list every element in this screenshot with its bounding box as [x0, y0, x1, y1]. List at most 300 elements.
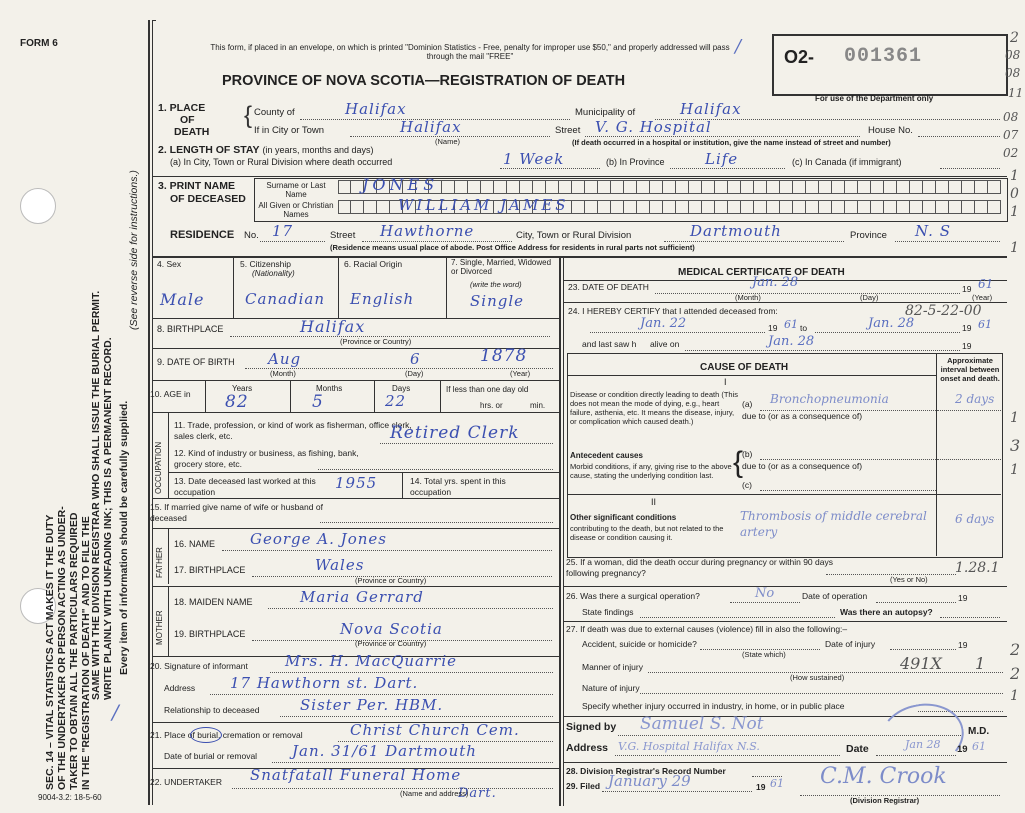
injury-date-line	[890, 649, 956, 650]
nature-line	[640, 693, 1003, 694]
surname-value: JONES	[362, 175, 439, 194]
mother-side-label: MOTHER	[155, 610, 164, 645]
yes-no-caption: (Yes or No)	[890, 575, 928, 584]
undertaker-label: 22. UNDERTAKER	[150, 777, 222, 787]
external-causes-label: 27. If death was due to external causes (violence) fill in also the following:–	[566, 624, 848, 634]
letter-box	[936, 200, 949, 214]
occupation-q11-value: Retired Clerk	[390, 423, 520, 443]
days-value: 22	[385, 392, 407, 410]
letter-box	[767, 180, 780, 194]
letter-box	[481, 180, 494, 194]
section-divider	[152, 256, 1007, 258]
residence-city-line	[664, 241, 844, 242]
length-of-stay-label	[158, 145, 374, 157]
letter-box	[728, 200, 741, 214]
mother-name-label: 18. MAIDEN NAME	[174, 597, 253, 607]
attended-from-year: 61	[784, 318, 798, 331]
burial-date-line	[272, 762, 553, 763]
margin-code: 1	[1010, 240, 1019, 256]
letter-box	[377, 200, 390, 214]
citizen-sub: (Nationality)	[252, 269, 295, 278]
letter-box	[962, 200, 975, 214]
signed-by-label: Signed by	[566, 721, 617, 733]
filed-line	[602, 791, 752, 792]
residence-no-value: 17	[272, 222, 294, 240]
father-name-label: 16. NAME	[174, 539, 216, 549]
disease-label: Disease or condition directly leading to death (This does not mean the mode of dying, e.g., heart failure, asthenia, etc. It means the disease, injury, or complication which caused death.)	[570, 390, 739, 426]
row-line	[152, 586, 559, 587]
letter-box	[650, 200, 663, 214]
letter-box	[949, 180, 962, 194]
row-line	[152, 380, 559, 381]
letter-box	[910, 180, 923, 194]
los-b-label: (b) In Province	[606, 157, 665, 167]
spouse-label: 15. If married give name of wife or husband of deceased	[150, 502, 323, 523]
county-label: County of	[254, 107, 295, 118]
informant-address-label: Address	[164, 683, 196, 693]
surgical-question: 26. Was there a surgical operation?	[566, 591, 700, 601]
surgical-line	[730, 602, 800, 603]
letter-box	[923, 200, 936, 214]
signed-date-year: 61	[972, 740, 986, 753]
los-a-line	[500, 168, 600, 169]
injury-code: 491X	[900, 654, 942, 673]
letter-box	[611, 180, 624, 194]
surgical-value: No	[755, 586, 775, 601]
signed-by-value: Samuel S. Not	[640, 714, 764, 734]
md-label: M.D.	[968, 726, 990, 737]
operation-date-label: Date of operation	[802, 591, 868, 601]
letter-box	[338, 180, 351, 194]
letter-box	[364, 200, 377, 214]
print-code: 9004-3.2: 18-5-60	[38, 793, 102, 802]
cell-border	[290, 380, 291, 412]
months-value: 5	[312, 392, 324, 412]
margin-note: /	[735, 36, 742, 57]
margin-code: 0	[1010, 186, 1019, 202]
autopsy-line	[940, 617, 1000, 618]
residence-street-value: Hawthorne	[380, 222, 475, 240]
manner-label: Manner of injury	[582, 662, 643, 672]
residence-province-value: N. S	[915, 222, 951, 240]
margin-code: 2	[1010, 664, 1021, 683]
letter-box	[845, 200, 858, 214]
brace: {	[733, 446, 744, 479]
letter-box	[572, 180, 585, 194]
side-line: IN THE "REGISTRATION OF DEATH" AND TO FILE THE	[80, 516, 92, 790]
year-prefix: 19	[958, 593, 968, 603]
signer-address-line	[615, 755, 840, 756]
signer-address-label: Address	[566, 742, 609, 754]
attended-from-value: Jan. 22	[640, 316, 687, 331]
letter-box	[949, 200, 962, 214]
residence-province-line	[895, 241, 1000, 242]
interval-b-line	[937, 459, 1001, 460]
letter-box	[533, 180, 546, 194]
operation-date-line	[876, 602, 956, 603]
interval-column-border	[936, 354, 937, 556]
other-conditions-value: Thrombosis of middle cerebral artery	[740, 509, 927, 539]
residence-street-label: Street	[330, 230, 356, 241]
letter-box	[598, 200, 611, 214]
cell-border	[402, 472, 403, 498]
cause-header: CAUSE OF DEATH	[700, 362, 789, 373]
racial-value: English	[350, 290, 415, 308]
racial-label: 6. Racial Origin	[344, 259, 403, 269]
due-to-label: due to (or as a consequence of)	[742, 461, 863, 471]
informant-relationship-line	[280, 716, 553, 717]
attended-to-line	[815, 332, 960, 333]
date-of-death-label: 23. DATE OF DEATH	[568, 282, 649, 292]
undertaker-value: Snatfatall Funeral Home	[250, 766, 462, 784]
letter-box	[520, 180, 533, 194]
months-label: Months	[316, 384, 343, 393]
residence-label: RESIDENCE	[170, 229, 235, 241]
cell-border	[168, 528, 169, 584]
filed-value: January 29	[608, 772, 691, 790]
row-line	[563, 586, 1007, 587]
letter-box	[832, 200, 845, 214]
letter-box	[663, 180, 676, 194]
injury-date-label: Date of injury	[825, 639, 876, 649]
antecedent-label: Antecedent causes	[570, 451, 643, 460]
last-saw-label: and last saw h	[582, 339, 637, 349]
mother-birthplace-caption: (Province or Country)	[355, 639, 427, 648]
informant-signature-value: Mrs. H. MacQuarrie	[285, 652, 457, 670]
page-title: PROVINCE OF NOVA SCOTIA—REGISTRATION OF DEATH	[222, 73, 626, 89]
letter-box	[858, 200, 871, 214]
residence-street-line	[362, 241, 512, 242]
occupation-q12-line	[318, 469, 553, 470]
cell-border	[168, 586, 169, 656]
age-label: 10. AGE in	[150, 389, 191, 399]
margin-code: 1	[1010, 688, 1019, 704]
residence-note: (Residence means usual place of abode. Post Office Address for residents in rural parts not sufficient)	[330, 243, 695, 252]
letter-box	[624, 200, 637, 214]
letter-box	[871, 200, 884, 214]
occupation-q11: 11. Trade, profession, or kind of work as fisherman, office clerk, sales clerk, etc.	[174, 420, 412, 441]
street-label: Street	[555, 125, 581, 136]
father-name-value: George A. Jones	[250, 530, 387, 548]
accident-label: Accident, suicide or homicide?	[582, 639, 697, 649]
cell-border	[440, 380, 441, 412]
reg-prefix: O2-	[784, 47, 815, 67]
margin-code: 08	[1003, 110, 1019, 124]
part-two-label: II	[651, 497, 657, 507]
letter-box	[598, 180, 611, 194]
letter-box	[741, 180, 754, 194]
pregnancy-question: 25. If a woman, did the death occur during pregnancy or within 90 days following pregnancy?	[566, 557, 833, 578]
margin-code: 11	[1008, 86, 1024, 100]
findings-line	[640, 617, 835, 618]
letter-box	[884, 200, 897, 214]
letter-box	[780, 200, 793, 214]
dod-year-caption: (Year)	[972, 293, 993, 302]
year-prefix: 19	[756, 782, 766, 792]
residence-province-label: Province	[850, 230, 887, 241]
residence-city-value: Dartmouth	[690, 222, 782, 240]
house-label: House No.	[868, 125, 913, 136]
years-label: Years	[232, 384, 253, 393]
letter-box	[338, 200, 351, 214]
cell-border	[233, 256, 234, 318]
margin-code: 02	[1003, 146, 1019, 160]
specify-label: Specify whether injury occurred in industry, in home, or in public place	[582, 701, 845, 711]
letter-box	[806, 200, 819, 214]
other-conditions-label: Other significant conditions	[570, 513, 677, 522]
year-prefix: 19	[962, 284, 972, 294]
year-prefix: 19	[957, 744, 968, 755]
side-line: SAME WITH THE DIVISION REGISTRAR WHO SHALL ISSUE THE BURIAL PERMIT.	[90, 290, 102, 700]
registrar-caption: (Division Registrar)	[850, 796, 920, 805]
informant-relationship-label: Relationship to deceased	[164, 705, 260, 715]
state-which-caption: (State which)	[742, 650, 786, 659]
mother-name-line	[268, 608, 553, 609]
letter-box	[689, 200, 702, 214]
how-sustained-caption: (How sustained)	[790, 673, 845, 682]
birthplace-caption: (Province or Country)	[340, 337, 412, 346]
attended-to-year: 61	[978, 318, 992, 331]
citizen-label: 5. Citizenship	[240, 259, 292, 269]
side-line: TAKER TO OBTAIN ALL THE PARTICULARS REQUIRED	[68, 512, 80, 790]
dob-year-caption: (Year)	[510, 369, 531, 378]
alive-on-value: Jan. 28	[768, 334, 815, 349]
attended-label: 24. I HEREBY CERTIFY that I attended deceased from:	[568, 306, 778, 316]
los-b-line	[670, 168, 785, 169]
dob-label: 9. DATE OF BIRTH	[157, 357, 235, 367]
row-line	[152, 528, 559, 529]
letter-box	[897, 180, 910, 194]
row-line	[568, 375, 936, 376]
surname-label: Surname or Last Name	[266, 181, 326, 199]
letter-box	[832, 180, 845, 194]
cause-a-interval: 2 days	[955, 392, 995, 406]
side-line: Every item of information should be carefully supplied.	[118, 400, 130, 675]
registrar-signature: C.M. Crook	[820, 764, 947, 789]
signed-date-value: Jan 28	[905, 738, 941, 751]
letter-box	[559, 180, 572, 194]
row-line	[563, 621, 1007, 622]
letter-box	[741, 200, 754, 214]
filed-label: 29. Filed	[566, 781, 601, 791]
place-of-death-label: 1. PLACE OF DEATH	[158, 102, 210, 138]
letter-box	[819, 200, 832, 214]
cell-border	[338, 256, 339, 318]
letter-box	[923, 180, 936, 194]
department-caption: For use of the Department only	[815, 94, 934, 103]
autopsy-label: Was there an autopsy?	[840, 607, 933, 617]
letter-box	[507, 180, 520, 194]
name-caption: (Name)	[435, 137, 461, 146]
burial-place-label: 21. Place of burial, cremation or removal	[150, 730, 303, 740]
other-conditions-sub: contributing to the death, but not related to the disease or condition causing it.	[570, 524, 724, 542]
mail-notice: This form, if placed in an envelope, on which is printed "Dominion Statistics - Free, penalty for improper use $50," and properly addressed will pass through the mail "FREE"	[210, 43, 730, 61]
dod-day-caption: (Day)	[860, 293, 879, 302]
interval-a-line	[937, 410, 1001, 411]
cause-c-label: (c)	[742, 480, 752, 490]
section-divider	[152, 176, 1007, 177]
print-name-label: 3. PRINT NAME OF DECEASED	[158, 180, 246, 205]
letter-box	[637, 180, 650, 194]
antecedent-sub: Morbid conditions, if any, giving rise to the above cause, stating the underlying condition last.	[570, 462, 732, 480]
burial-date-value: Jan. 31/61 Dartmouth	[292, 742, 477, 760]
letter-box	[689, 180, 702, 194]
dob-month-caption: (Month)	[270, 369, 296, 378]
findings-label: State findings	[582, 607, 634, 617]
year-prefix: 19	[962, 341, 972, 351]
nature-label: Nature of injury	[582, 683, 640, 693]
frame-corner	[152, 20, 156, 21]
letter-box	[546, 180, 559, 194]
dod-month-caption: (Month)	[735, 293, 761, 302]
letter-box	[871, 180, 884, 194]
record-number-label: 28. Division Registrar's Record Number	[566, 766, 726, 776]
column-divider	[559, 256, 561, 806]
letter-box	[780, 180, 793, 194]
medical-header: MEDICAL CERTIFICATE OF DEATH	[678, 267, 845, 278]
marital-value: Single	[470, 292, 525, 310]
margin-check: /	[112, 700, 119, 724]
cell-border	[374, 380, 375, 412]
los-title: 2. LENGTH OF STAY	[158, 144, 260, 156]
part-one-label: I	[724, 377, 727, 387]
municipality-value: Halifax	[680, 100, 742, 118]
residence-no-line	[260, 241, 325, 242]
injury-code-2: 1	[975, 654, 986, 673]
row-line	[568, 494, 1001, 495]
date-of-death-value: Jan. 28	[752, 275, 799, 290]
father-name-line	[222, 550, 552, 551]
hospital-note: (If death occurred in a hospital or institution, give the name instead of street and number)	[572, 138, 891, 147]
registration-number-box	[772, 34, 1008, 96]
margin-code: 07	[1003, 128, 1019, 142]
citizen-value: Canadian	[245, 290, 326, 308]
county-value: Halifax	[345, 100, 407, 118]
letter-box	[910, 200, 923, 214]
street-line	[585, 136, 860, 137]
letter-box	[767, 200, 780, 214]
letter-box	[793, 180, 806, 194]
margin-code: 1	[1010, 410, 1019, 426]
cause-b-line	[760, 459, 936, 460]
date-of-death-line	[655, 293, 960, 294]
side-line: (See reverse side for instructions.)	[128, 170, 140, 330]
sex-value: Male	[160, 290, 205, 309]
side-line: OF THE UNDERTAKER OR PERSON ACTING AS UNDER-	[56, 506, 68, 790]
margin-code: 08	[1005, 66, 1021, 80]
reg-number: 001361	[844, 45, 923, 68]
los-b-value: Life	[705, 150, 739, 168]
letter-box	[975, 200, 988, 214]
letter-box	[806, 180, 819, 194]
letter-box	[572, 200, 585, 214]
min-label: min.	[530, 401, 546, 410]
signer-address-value: V.G. Hospital Halifax N.S.	[618, 740, 760, 753]
municipality-label: Municipality of	[575, 107, 636, 118]
los-a-value: 1 Week	[503, 150, 565, 168]
letter-box	[611, 200, 624, 214]
attended-to-value: Jan. 28	[868, 316, 915, 331]
letter-box	[884, 180, 897, 194]
margin-code: 3	[1010, 436, 1021, 455]
side-line: WRITE PLAINLY WITH UNFADING INK; THIS IS A PERMANENT RECORD.	[102, 337, 114, 700]
burial-place-value: Christ Church Cem.	[350, 721, 520, 739]
undertaker-caption: (Name and address)	[400, 789, 469, 798]
signed-date-label: Date	[846, 743, 869, 755]
year-prefix: 19	[958, 640, 968, 650]
burial-date-label: Date of burial or removal	[164, 751, 258, 761]
letter-box	[455, 180, 468, 194]
margin-code: 2	[1010, 640, 1021, 659]
margin-code: 2	[1010, 30, 1019, 46]
row-line	[168, 472, 559, 473]
letter-box	[715, 200, 728, 214]
mother-birthplace-value: Nova Scotia	[340, 620, 443, 638]
letter-box	[637, 200, 650, 214]
margin-code: 1	[1010, 204, 1019, 220]
mother-name-value: Maria Gerrard	[300, 588, 424, 606]
given-label: All Given or Christian Names	[258, 201, 334, 219]
informant-signature-line	[270, 672, 553, 673]
letter-box	[975, 180, 988, 194]
date-of-death-year: 61	[978, 277, 994, 291]
letter-box	[897, 200, 910, 214]
cell-border	[168, 412, 169, 498]
letter-box	[663, 200, 676, 214]
attended-to-label: to	[800, 323, 808, 333]
marital-label: 7. Single, Married, Widowed or Divorced	[451, 258, 552, 276]
letter-box	[702, 180, 715, 194]
letter-box	[351, 200, 364, 214]
letter-box	[585, 180, 598, 194]
attended-code: 82-5-22-00	[905, 303, 982, 319]
column-divider	[563, 256, 564, 806]
letter-box	[715, 180, 728, 194]
occupation-side-label: OCCUPATION	[154, 441, 163, 494]
residence-no-label: No.	[244, 230, 259, 241]
occupation-q13-value: 1955	[335, 474, 378, 492]
father-birthplace-value: Wales	[315, 556, 365, 574]
cause-c-line	[760, 490, 936, 491]
letter-box	[988, 200, 1001, 214]
dob-day-caption: (Day)	[405, 369, 424, 378]
undertaker-line	[232, 788, 553, 789]
city-label: If in City or Town	[254, 125, 325, 136]
year-prefix: 19	[768, 323, 778, 333]
informant-signature-label: 20. Signature of informant	[150, 661, 248, 671]
letter-box	[962, 180, 975, 194]
letter-box	[936, 180, 949, 194]
cause-a-value: Bronchopneumonia	[770, 392, 889, 406]
father-birthplace-label: 17. BIRTHPLACE	[174, 565, 246, 575]
side-line: SEC. 14 – VITAL STATISTICS ACT MAKES IT THE DUTY	[44, 514, 56, 790]
street-value: V. G. Hospital	[595, 118, 712, 136]
dob-day: 6	[410, 350, 421, 368]
letter-box	[754, 180, 767, 194]
dob-year: 1878	[480, 346, 528, 366]
city-value: Halifax	[400, 118, 462, 136]
occupation-q13: 13. Date deceased last worked at this occupation	[174, 476, 316, 497]
sex-label: 4. Sex	[157, 259, 182, 269]
letter-box	[585, 200, 598, 214]
brace: {	[244, 102, 253, 129]
los-c-label: (c) In Canada (if immigrant)	[792, 157, 902, 167]
cell-border	[205, 380, 206, 412]
letter-box	[845, 180, 858, 194]
occupation-q11-line	[380, 443, 553, 444]
letter-box	[754, 200, 767, 214]
birthplace-value: Halifax	[300, 317, 366, 336]
